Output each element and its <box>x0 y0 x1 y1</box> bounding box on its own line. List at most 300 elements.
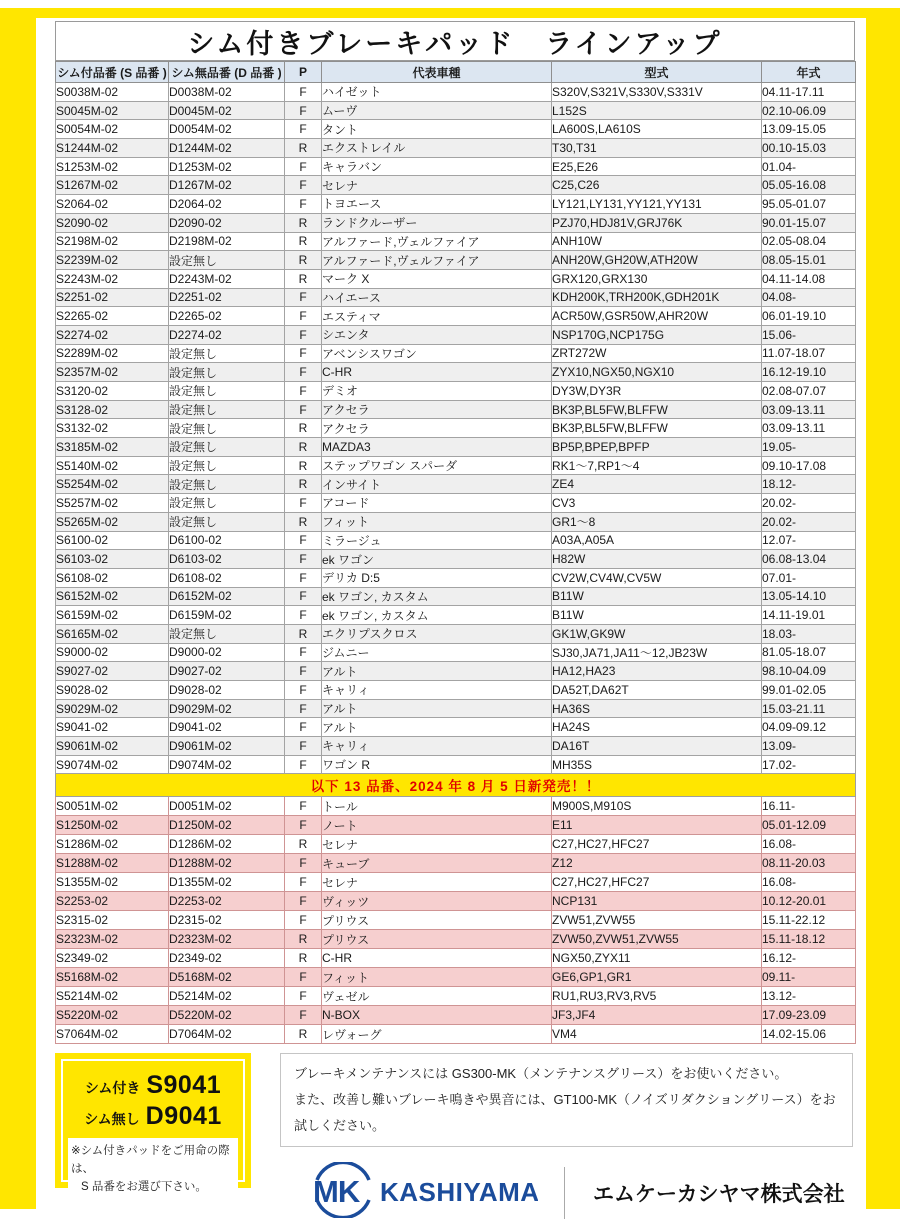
cell-vehicle: セレナ <box>322 835 552 854</box>
cell-position: F <box>285 987 322 1006</box>
cell-model-years: 16.12- <box>762 949 856 968</box>
cell-s-part-number: S2315-02 <box>56 911 169 930</box>
cell-model-code: CV3 <box>552 494 762 513</box>
cell-d-part-number: 設定無し <box>169 419 285 438</box>
cell-model-code: BK3P,BL5FW,BLFFW <box>552 419 762 438</box>
svg-text:MK: MK <box>313 1174 360 1210</box>
cell-position: F <box>285 494 322 513</box>
cell-s-part-number: S9027-02 <box>56 662 169 681</box>
cell-s-part-number: S6100-02 <box>56 531 169 550</box>
grease-note-line1: ブレーキメンテナンスには GS300-MK（メンテナンスグリース）をお使いください。 <box>294 1066 788 1082</box>
cell-model-code: ACR50W,GSR50W,AHR20W <box>552 307 762 326</box>
table-row <box>56 1025 856 1044</box>
shim-with-code: S9041 <box>146 1071 222 1100</box>
cell-position: F <box>285 911 322 930</box>
cell-model-years: 08.11-20.03 <box>762 854 856 873</box>
cell-position: R <box>285 1025 322 1044</box>
cell-model-code: PZJ70,HDJ81V,GRJ76K <box>552 213 762 232</box>
lineup-table <box>55 61 856 1044</box>
cell-vehicle: キューブ <box>322 854 552 873</box>
cell-position: R <box>285 930 322 949</box>
cell-model-years: 99.01-02.05 <box>762 681 856 700</box>
table-row <box>56 550 856 569</box>
cell-d-part-number: D2253-02 <box>169 892 285 911</box>
table-row <box>56 930 856 949</box>
cell-position: R <box>285 835 322 854</box>
cell-model-years: 13.12- <box>762 987 856 1006</box>
shim-with-label: シム付き <box>84 1080 141 1097</box>
cell-d-part-number: D2315-02 <box>169 911 285 930</box>
cell-position: R <box>285 438 322 457</box>
table-row <box>56 83 856 102</box>
cell-vehicle: シエンタ <box>322 325 552 344</box>
cell-vehicle: C-HR <box>322 363 552 382</box>
cell-s-part-number: S1253M-02 <box>56 157 169 176</box>
table-header <box>56 62 856 83</box>
cell-vehicle: アルファード,ヴェルファイア <box>322 232 552 251</box>
cell-d-part-number: D2265-02 <box>169 307 285 326</box>
cell-s-part-number: S2243M-02 <box>56 269 169 288</box>
table-row <box>56 400 856 419</box>
cell-d-part-number: 設定無し <box>169 363 285 382</box>
cell-model-code: ZYX10,NGX50,NGX10 <box>552 363 762 382</box>
table-row <box>56 269 856 288</box>
cell-vehicle: プリウス <box>322 911 552 930</box>
cell-s-part-number: S5220M-02 <box>56 1006 169 1025</box>
cell-d-part-number: 設定無し <box>169 475 285 494</box>
cell-model-code: HA24S <box>552 718 762 737</box>
table-row <box>56 382 856 401</box>
cell-model-code: RU1,RU3,RV3,RV5 <box>552 987 762 1006</box>
table-row <box>56 288 856 307</box>
cell-s-part-number: S2323M-02 <box>56 930 169 949</box>
table-row <box>56 157 856 176</box>
cell-model-code: BK3P,BL5FW,BLFFW <box>552 400 762 419</box>
table-row <box>56 251 856 270</box>
cell-position: R <box>285 139 322 158</box>
cell-model-years: 14.02-15.06 <box>762 1025 856 1044</box>
new-release-banner-row <box>56 774 856 797</box>
cell-s-part-number: S2349-02 <box>56 949 169 968</box>
cell-d-part-number: D9061M-02 <box>169 737 285 756</box>
cell-vehicle: ヴィッツ <box>322 892 552 911</box>
cell-d-part-number: D2243M-02 <box>169 269 285 288</box>
cell-d-part-number: D0054M-02 <box>169 120 285 139</box>
cell-position: R <box>285 232 322 251</box>
cell-d-part-number: 設定無し <box>169 494 285 513</box>
cell-vehicle: アルト <box>322 662 552 681</box>
cell-model-code: GR1～8 <box>552 512 762 531</box>
cell-model-code: M900S,M910S <box>552 797 762 816</box>
cell-model-code: HA36S <box>552 699 762 718</box>
cell-model-years: 17.02- <box>762 755 856 774</box>
cell-d-part-number: D9000-02 <box>169 643 285 662</box>
cell-vehicle: エスティマ <box>322 307 552 326</box>
cell-model-code: CV2W,CV4W,CV5W <box>552 568 762 587</box>
cell-position: F <box>285 363 322 382</box>
cell-d-part-number: D2090-02 <box>169 213 285 232</box>
cell-s-part-number: S0045M-02 <box>56 101 169 120</box>
cell-model-code: ANH20W,GH20W,ATH20W <box>552 251 762 270</box>
shim-order-note-line1: ※シム付きパッドをご用命の際は、 <box>71 1145 230 1176</box>
cell-model-code: NSP170G,NCP175G <box>552 325 762 344</box>
footer-right-column <box>280 1053 853 1223</box>
cell-s-part-number: S9000-02 <box>56 643 169 662</box>
cell-vehicle: デリカ D:5 <box>322 568 552 587</box>
cell-model-years: 20.02- <box>762 512 856 531</box>
table-row <box>56 213 856 232</box>
cell-position: F <box>285 120 322 139</box>
table-row <box>56 968 856 987</box>
cell-vehicle: ヴェゼル <box>322 987 552 1006</box>
table-row <box>56 419 856 438</box>
cell-vehicle: アルト <box>322 718 552 737</box>
cell-position: F <box>285 681 322 700</box>
cell-s-part-number: S2253-02 <box>56 892 169 911</box>
cell-model-years: 98.10-04.09 <box>762 662 856 681</box>
cell-model-code: E25,E26 <box>552 157 762 176</box>
cell-d-part-number: D1286M-02 <box>169 835 285 854</box>
cell-position: F <box>285 157 322 176</box>
cell-model-years: 05.01-12.09 <box>762 816 856 835</box>
cell-vehicle: ハイエース <box>322 288 552 307</box>
cell-model-years: 18.03- <box>762 624 856 643</box>
table-row <box>56 699 856 718</box>
cell-model-code: C27,HC27,HFC27 <box>552 835 762 854</box>
table-row <box>56 139 856 158</box>
cell-model-years: 11.07-18.07 <box>762 344 856 363</box>
cell-model-code: NCP131 <box>552 892 762 911</box>
table-row <box>56 873 856 892</box>
cell-model-code: SJ30,JA71,JA11～12,JB23W <box>552 643 762 662</box>
cell-model-years: 01.04- <box>762 157 856 176</box>
cell-s-part-number: S2064-02 <box>56 195 169 214</box>
cell-model-code: E11 <box>552 816 762 835</box>
cell-d-part-number: 設定無し <box>169 456 285 475</box>
cell-model-years: 09.10-17.08 <box>762 456 856 475</box>
cell-d-part-number: D2198M-02 <box>169 232 285 251</box>
cell-model-years: 17.09-23.09 <box>762 1006 856 1025</box>
cell-d-part-number: D0045M-02 <box>169 101 285 120</box>
cell-vehicle: インサイト <box>322 475 552 494</box>
cell-s-part-number: S1286M-02 <box>56 835 169 854</box>
cell-model-years: 16.12-19.10 <box>762 363 856 382</box>
cell-model-years: 09.11- <box>762 968 856 987</box>
table-row <box>56 835 856 854</box>
cell-model-code: MH35S <box>552 755 762 774</box>
cell-position: R <box>285 269 322 288</box>
cell-model-years: 13.09- <box>762 737 856 756</box>
cell-position: F <box>285 662 322 681</box>
cell-vehicle: ek ワゴン, カスタム <box>322 606 552 625</box>
cell-model-code: Z12 <box>552 854 762 873</box>
cell-position: R <box>285 213 322 232</box>
table-row <box>56 606 856 625</box>
cell-model-years: 16.08- <box>762 873 856 892</box>
cell-position: F <box>285 400 322 419</box>
cell-s-part-number: S3185M-02 <box>56 438 169 457</box>
table-row <box>56 718 856 737</box>
cell-vehicle: エクストレイル <box>322 139 552 158</box>
cell-model-code: DY3W,DY3R <box>552 382 762 401</box>
cell-position: F <box>285 307 322 326</box>
cell-model-code: RK1～7,RP1～4 <box>552 456 762 475</box>
table-row <box>56 774 856 797</box>
cell-d-part-number: 設定無し <box>169 382 285 401</box>
cell-model-years: 06.08-13.04 <box>762 550 856 569</box>
cell-vehicle: アクセラ <box>322 400 552 419</box>
brand-row <box>280 1162 853 1223</box>
cell-s-part-number: S1288M-02 <box>56 854 169 873</box>
cell-s-part-number: S2265-02 <box>56 307 169 326</box>
cell-model-years: 14.11-19.01 <box>762 606 856 625</box>
cell-position: F <box>285 699 322 718</box>
table-row <box>56 101 856 120</box>
cell-d-part-number: D7064M-02 <box>169 1025 285 1044</box>
cell-d-part-number: D2064-02 <box>169 195 285 214</box>
cell-d-part-number: D0038M-02 <box>169 83 285 102</box>
cell-d-part-number: 設定無し <box>169 624 285 643</box>
table-row <box>56 624 856 643</box>
cell-vehicle: エクリプスクロス <box>322 624 552 643</box>
cell-model-code: LA600S,LA610S <box>552 120 762 139</box>
cell-model-code: C25,C26 <box>552 176 762 195</box>
cell-s-part-number: S9061M-02 <box>56 737 169 756</box>
table-section-new-release <box>56 797 856 1044</box>
cell-model-years: 90.01-15.07 <box>762 213 856 232</box>
cell-s-part-number: S1250M-02 <box>56 816 169 835</box>
cell-d-part-number: D2349-02 <box>169 949 285 968</box>
cell-d-part-number: D1288M-02 <box>169 854 285 873</box>
header-cell: シム付品番 (S 品番 ) <box>56 62 169 83</box>
table-row <box>56 737 856 756</box>
cell-s-part-number: S2251-02 <box>56 288 169 307</box>
table-row <box>56 643 856 662</box>
page-title: シム付きブレーキパッド ラインアップ <box>55 21 855 61</box>
cell-position: F <box>285 83 322 102</box>
cell-model-years: 15.11-22.12 <box>762 911 856 930</box>
cell-model-years: 06.01-19.10 <box>762 307 856 326</box>
cell-vehicle: ミラージュ <box>322 531 552 550</box>
cell-vehicle: プリウス <box>322 930 552 949</box>
cell-position: F <box>285 1006 322 1025</box>
table-row <box>56 512 856 531</box>
cell-d-part-number: 設定無し <box>169 251 285 270</box>
cell-model-code: ANH10W <box>552 232 762 251</box>
header-row <box>56 62 856 83</box>
cell-d-part-number: D1244M-02 <box>169 139 285 158</box>
cell-d-part-number: D9028-02 <box>169 681 285 700</box>
cell-d-part-number: D9074M-02 <box>169 755 285 774</box>
cell-model-code: KDH200K,TRH200K,GDH201K <box>552 288 762 307</box>
cell-position: F <box>285 550 322 569</box>
cell-d-part-number: D6103-02 <box>169 550 285 569</box>
cell-s-part-number: S5265M-02 <box>56 512 169 531</box>
cell-vehicle: セレナ <box>322 176 552 195</box>
cell-s-part-number: S7064M-02 <box>56 1025 169 1044</box>
cell-model-years: 08.05-15.01 <box>762 251 856 270</box>
cell-model-years: 10.12-20.01 <box>762 892 856 911</box>
table-row <box>56 662 856 681</box>
cell-s-part-number: S2198M-02 <box>56 232 169 251</box>
cell-model-code: H82W <box>552 550 762 569</box>
table-row <box>56 911 856 930</box>
cell-model-years: 15.06- <box>762 325 856 344</box>
table-row <box>56 1006 856 1025</box>
header-cell: 年式 <box>762 62 856 83</box>
cell-model-years: 16.08- <box>762 835 856 854</box>
cell-vehicle: アベンシスワゴン <box>322 344 552 363</box>
cell-vehicle: デミオ <box>322 382 552 401</box>
cell-model-years: 81.05-18.07 <box>762 643 856 662</box>
cell-s-part-number: S5214M-02 <box>56 987 169 1006</box>
company-name: エムケーカシヤマ株式会社 <box>593 1182 845 1206</box>
cell-d-part-number: D1355M-02 <box>169 873 285 892</box>
table-row <box>56 531 856 550</box>
cell-model-code: GRX120,GRX130 <box>552 269 762 288</box>
cell-vehicle: トヨエース <box>322 195 552 214</box>
cell-d-part-number: D1267M-02 <box>169 176 285 195</box>
cell-vehicle: ek ワゴン <box>322 550 552 569</box>
header-cell: シム無品番 (D 品番 ) <box>169 62 285 83</box>
cell-position: R <box>285 251 322 270</box>
shim-with-line <box>68 1071 238 1100</box>
shim-order-note-line2: S 品番をお選び下さい。 <box>81 1181 207 1194</box>
cell-model-code: VM4 <box>552 1025 762 1044</box>
cell-s-part-number: S3132-02 <box>56 419 169 438</box>
table-section-current <box>56 83 856 774</box>
cell-position: F <box>285 195 322 214</box>
cell-s-part-number: S2274-02 <box>56 325 169 344</box>
table-row <box>56 307 856 326</box>
cell-model-years: 15.11-18.12 <box>762 930 856 949</box>
cell-vehicle: ハイゼット <box>322 83 552 102</box>
mk-kashiyama-logo <box>306 1162 538 1223</box>
cell-position: F <box>285 176 322 195</box>
cell-vehicle: アルファード,ヴェルファイア <box>322 251 552 270</box>
cell-model-years: 03.09-13.11 <box>762 419 856 438</box>
cell-position: F <box>285 854 322 873</box>
table-row <box>56 797 856 816</box>
cell-position: R <box>285 949 322 968</box>
table-row <box>56 438 856 457</box>
cell-s-part-number: S9041-02 <box>56 718 169 737</box>
table-row <box>56 494 856 513</box>
table-row <box>56 176 856 195</box>
table-row <box>56 587 856 606</box>
cell-s-part-number: S9028-02 <box>56 681 169 700</box>
cell-position: F <box>285 587 322 606</box>
cell-position: F <box>285 873 322 892</box>
cell-position: R <box>285 512 322 531</box>
cell-position: F <box>285 606 322 625</box>
cell-position: F <box>285 892 322 911</box>
cell-model-code: T30,T31 <box>552 139 762 158</box>
cell-vehicle: C-HR <box>322 949 552 968</box>
cell-vehicle: ek ワゴン, カスタム <box>322 587 552 606</box>
table-row <box>56 892 856 911</box>
cell-s-part-number: S3128-02 <box>56 400 169 419</box>
cell-position: F <box>285 531 322 550</box>
table-row <box>56 232 856 251</box>
cell-position: F <box>285 755 322 774</box>
cell-s-part-number: S1355M-02 <box>56 873 169 892</box>
cell-model-code: L152S <box>552 101 762 120</box>
cell-vehicle: キャリィ <box>322 681 552 700</box>
cell-d-part-number: D9029M-02 <box>169 699 285 718</box>
cell-s-part-number: S2289M-02 <box>56 344 169 363</box>
cell-s-part-number: S6159M-02 <box>56 606 169 625</box>
cell-model-code: HA12,HA23 <box>552 662 762 681</box>
cell-vehicle: フィット <box>322 512 552 531</box>
cell-vehicle: キャリィ <box>322 737 552 756</box>
cell-model-years: 02.05-08.04 <box>762 232 856 251</box>
cell-vehicle: レヴォーグ <box>322 1025 552 1044</box>
cell-d-part-number: D2323M-02 <box>169 930 285 949</box>
cell-d-part-number: D2274-02 <box>169 325 285 344</box>
cell-s-part-number: S9029M-02 <box>56 699 169 718</box>
table-row <box>56 475 856 494</box>
cell-position: F <box>285 797 322 816</box>
cell-position: R <box>285 624 322 643</box>
header-cell: P <box>285 62 322 83</box>
cell-s-part-number: S0054M-02 <box>56 120 169 139</box>
cell-d-part-number: D9027-02 <box>169 662 285 681</box>
cell-s-part-number: S5168M-02 <box>56 968 169 987</box>
cell-vehicle: MAZDA3 <box>322 438 552 457</box>
grease-note-box <box>280 1053 853 1147</box>
cell-model-years: 20.02- <box>762 494 856 513</box>
cell-d-part-number: 設定無し <box>169 438 285 457</box>
cell-s-part-number: S5140M-02 <box>56 456 169 475</box>
cell-d-part-number: D6152M-02 <box>169 587 285 606</box>
cell-model-years: 13.09-15.05 <box>762 120 856 139</box>
cell-s-part-number: S6165M-02 <box>56 624 169 643</box>
cell-position: F <box>285 325 322 344</box>
cell-s-part-number: S2239M-02 <box>56 251 169 270</box>
table-row <box>56 854 856 873</box>
cell-model-years: 04.09-09.12 <box>762 718 856 737</box>
cell-d-part-number: 設定無し <box>169 344 285 363</box>
cell-d-part-number: D2251-02 <box>169 288 285 307</box>
cell-position: F <box>285 718 322 737</box>
cell-s-part-number: S5254M-02 <box>56 475 169 494</box>
cell-d-part-number: 設定無し <box>169 512 285 531</box>
cell-model-years: 95.05-01.07 <box>762 195 856 214</box>
grease-note-line2: また、改善し難いブレーキ鳴きや異音には、GT100-MK（ノイズリダクショングリース）をお試しください。 <box>294 1092 836 1134</box>
cell-position: R <box>285 456 322 475</box>
cell-d-part-number: D9041-02 <box>169 718 285 737</box>
cell-position: F <box>285 568 322 587</box>
table-row <box>56 344 856 363</box>
shim-without-code: D9041 <box>145 1102 222 1131</box>
cell-vehicle: ワゴン R <box>322 755 552 774</box>
table-row <box>56 755 856 774</box>
shim-without-line <box>68 1102 238 1131</box>
cell-position: F <box>285 816 322 835</box>
cell-position: F <box>285 288 322 307</box>
table-row <box>56 456 856 475</box>
cell-model-code: JF3,JF4 <box>552 1006 762 1025</box>
cell-vehicle: トール <box>322 797 552 816</box>
cell-model-years: 12.07- <box>762 531 856 550</box>
cell-model-years: 02.10-06.09 <box>762 101 856 120</box>
cell-model-code: DA52T,DA62T <box>552 681 762 700</box>
cell-position: F <box>285 737 322 756</box>
table-row <box>56 363 856 382</box>
cell-position: F <box>285 643 322 662</box>
table-row <box>56 568 856 587</box>
